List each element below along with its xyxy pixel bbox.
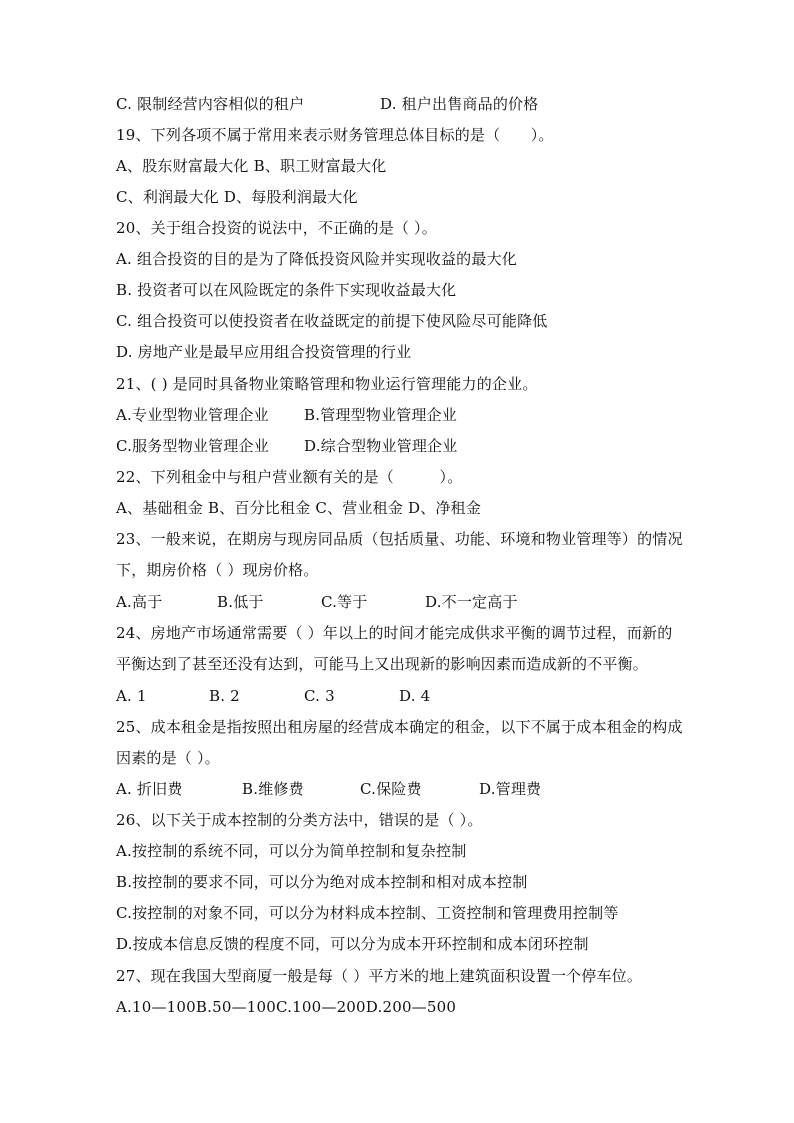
q24-question-line1: 24、房地产市场通常需要（ ）年以上的时间才能完成供求平衡的调节过程，而新的 bbox=[116, 624, 673, 642]
q20-option-b: B. 投资者可以在风险既定的条件下实现收益最大化 bbox=[116, 281, 457, 299]
q20-option-c: C. 组合投资可以使投资者在收益既定的前提下使风险尽可能降低 bbox=[116, 312, 548, 330]
q21-options-cd bbox=[116, 436, 457, 456]
q22-options: A、基础租金 B、百分比租金 C、营业租金 D、净租金 bbox=[116, 499, 482, 517]
q19-question: 19、下列各项不属于常用来表示财务管理总体目标的是（ ）。 bbox=[116, 126, 554, 144]
q25-question-line1: 25、成本租金是指按照出租房屋的经营成本确定的租金，以下不属于成本租金的构成 bbox=[116, 718, 683, 736]
q19-options-ab: A、股东财富最大化 B、职工财富最大化 bbox=[116, 157, 387, 175]
option-d: D. 租户出售商品的价格 bbox=[380, 95, 539, 113]
q26-option-b: B.按控制的要求不同，可以分为绝对成本控制和相对成本控制 bbox=[116, 873, 528, 891]
option-b: B.维修费 bbox=[242, 780, 304, 798]
option-b: B.管理型物业管理企业 bbox=[304, 406, 457, 424]
q20-option-d: D. 房地产业是最早应用组合投资管理的行业 bbox=[116, 343, 412, 361]
option-c: C.保险费 bbox=[360, 780, 422, 798]
option-c: C. 限制经营内容相似的租户 bbox=[116, 95, 305, 113]
option-a: A.高于 bbox=[116, 593, 163, 611]
q20-option-a: A. 组合投资的目的是为了降低投资风险并实现收益的最大化 bbox=[116, 250, 517, 268]
q26-option-c: C.按控制的对象不同，可以分为材料成本控制、工资控制和管理费用控制等 bbox=[116, 904, 619, 922]
q23-question-line1: 23、一般来说，在期房与现房同品质（包括质量、功能、环境和物业管理等）的情况 bbox=[116, 530, 683, 548]
q18-options-cd bbox=[116, 94, 538, 114]
q24-question-line2: 平衡达到了甚至还没有达到，可能马上又出现新的影响因素而造成新的不平衡。 bbox=[116, 655, 649, 673]
option-c: C.服务型物业管理企业 bbox=[116, 437, 269, 455]
q27-options: A.10—100B.50—100C.100—200D.200—500 bbox=[116, 998, 457, 1016]
q27-question: 27、现在我国大型商厦一般是每（ ）平方米的地上建筑面积设置一个停车位。 bbox=[116, 967, 643, 985]
q26-option-a: A.按控制的系统不同，可以分为简单控制和复杂控制 bbox=[116, 842, 467, 860]
q25-question-line2: 因素的是（ ）。 bbox=[116, 749, 220, 767]
q19-options-cd: C、利润最大化 D、每股利润最大化 bbox=[116, 188, 358, 206]
option-a: A.专业型物业管理企业 bbox=[116, 406, 269, 424]
option-c: C.等于 bbox=[321, 593, 368, 611]
q26-option-d: D.按成本信息反馈的程度不同，可以分为成本开环控制和成本闭环控制 bbox=[116, 935, 589, 953]
q23-question-line2: 下，期房价格（ ）现房价格。 bbox=[116, 561, 319, 579]
q21-options-ab bbox=[116, 405, 457, 425]
option-b: B. 2 bbox=[209, 687, 240, 705]
q26-question: 26、以下关于成本控制的分类方法中，错误的是（ ）。 bbox=[116, 811, 483, 829]
q25-options bbox=[116, 779, 541, 799]
q21-question: 21、( ) 是同时具备物业策略管理和物业运行管理能力的企业。 bbox=[116, 375, 538, 393]
option-b: B.低于 bbox=[217, 593, 264, 611]
option-a: A. 1 bbox=[116, 687, 147, 705]
option-c: C. 3 bbox=[304, 687, 335, 705]
option-d: D. 4 bbox=[399, 687, 431, 705]
option-d: D.不一定高于 bbox=[425, 593, 518, 611]
option-a: A. 折旧费 bbox=[116, 780, 183, 798]
option-d: D.管理费 bbox=[479, 780, 542, 798]
q22-question: 22、下列租金中与租户营业额有关的是（ ）。 bbox=[116, 468, 463, 486]
q20-question: 20、关于组合投资的说法中，不正确的是（ ）。 bbox=[116, 219, 437, 237]
q24-options bbox=[116, 686, 430, 706]
q23-options bbox=[116, 592, 518, 612]
option-d: D.综合型物业管理企业 bbox=[304, 437, 458, 455]
